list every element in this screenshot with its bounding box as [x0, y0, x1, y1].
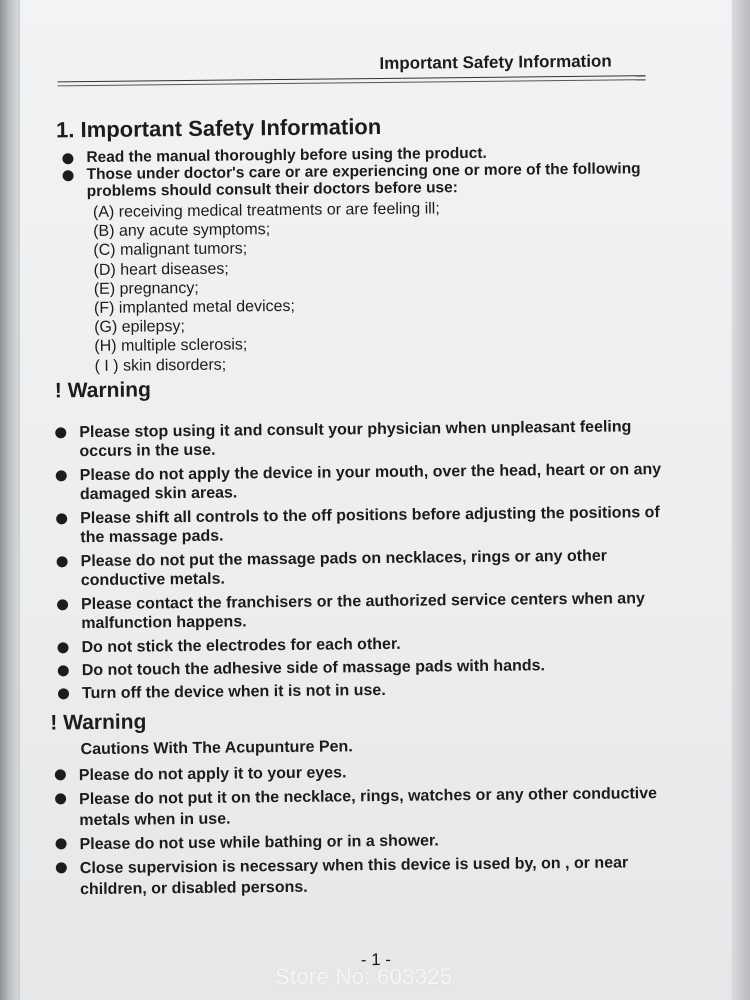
condition-item: (B) any acute symptoms; — [93, 221, 271, 241]
cautions-subtitle: Cautions With The Acupunture Pen. — [80, 738, 353, 759]
condition-item: (G) epilepsy; — [94, 318, 185, 337]
pen-cautions-list — [55, 759, 678, 904]
bullet-icon — [55, 769, 66, 780]
list-item: Please stop using it and consult your physician when unpleasant feeling occurs in the use. — [55, 417, 677, 462]
condition-item: (D) heart diseases; — [93, 260, 229, 279]
condition-item: (E) pregnancy; — [93, 279, 199, 298]
list-item: Please do not apply the device in your mouth, over the head, heart or on any damaged skin areas. — [56, 460, 678, 505]
running-header: Important Safety Information — [379, 51, 612, 73]
bullet-icon — [58, 688, 69, 699]
bullet-icon — [57, 599, 68, 610]
store-watermark: Store No: 603325 — [275, 964, 453, 989]
warning-heading-pen: ! Warning — [50, 710, 147, 735]
bullet-icon — [56, 862, 67, 873]
bullet-icon — [55, 427, 66, 438]
list-item: Please do not use while bathing or in a shower. — [55, 828, 677, 856]
bullet-icon — [62, 153, 73, 164]
bullet-icon — [56, 470, 67, 481]
list-item: Please do not put the massage pads on necklaces, rings or any other conductive metals. — [57, 546, 679, 591]
list-item: Please contact the franchisers or the authorized service centers when any malfunction happens. — [57, 589, 679, 634]
bullet-icon — [57, 642, 68, 653]
bullet-icon — [55, 793, 66, 804]
conditions-list — [93, 199, 442, 375]
list-item: Do not stick the electrodes for each other. — [57, 632, 679, 658]
bullet-icon — [56, 513, 67, 524]
list-item: Close supervision is necessary when this device is used by, on , or near children, or disabled persons. — [56, 852, 678, 901]
list-item: Those under doctor's care or are experiencing one or more of the following problems should consult their doctors before use: — [62, 160, 662, 200]
condition-item: ( I ) skin disorders; — [94, 356, 227, 375]
list-item: Please shift all controls to the off positions before adjusting the positions of the massage pads. — [56, 503, 678, 548]
list-item: Do not touch the adhesive side of massage pads with hands. — [58, 655, 680, 681]
condition-item: (A) receiving medical treatments or are feeling ill; — [92, 200, 440, 221]
warning-heading: ! Warning — [54, 378, 152, 403]
list-item: Please do not apply it to your eyes. — [55, 759, 677, 787]
section-title: 1. Important Safety Information — [55, 113, 382, 143]
condition-item: (H) multiple sclerosis; — [94, 336, 248, 356]
condition-item: (F) implanted metal devices; — [93, 297, 296, 317]
bullet-icon — [58, 665, 69, 676]
bullet-icon — [56, 838, 67, 849]
list-item: Please do not put it on the necklace, rings, watches or any other conductive metals when in use. — [55, 783, 677, 832]
intro-bullets — [62, 143, 663, 200]
warning-list — [55, 417, 680, 707]
page-number: - 1 - — [360, 949, 392, 970]
bullet-icon — [57, 556, 68, 567]
bullet-icon — [63, 170, 74, 181]
condition-item: (C) malignant tumors; — [93, 240, 248, 260]
list-item: Read the manual thoroughly before using the product. — [62, 143, 662, 166]
list-item: Turn off the device when it is not in use. — [58, 678, 680, 704]
